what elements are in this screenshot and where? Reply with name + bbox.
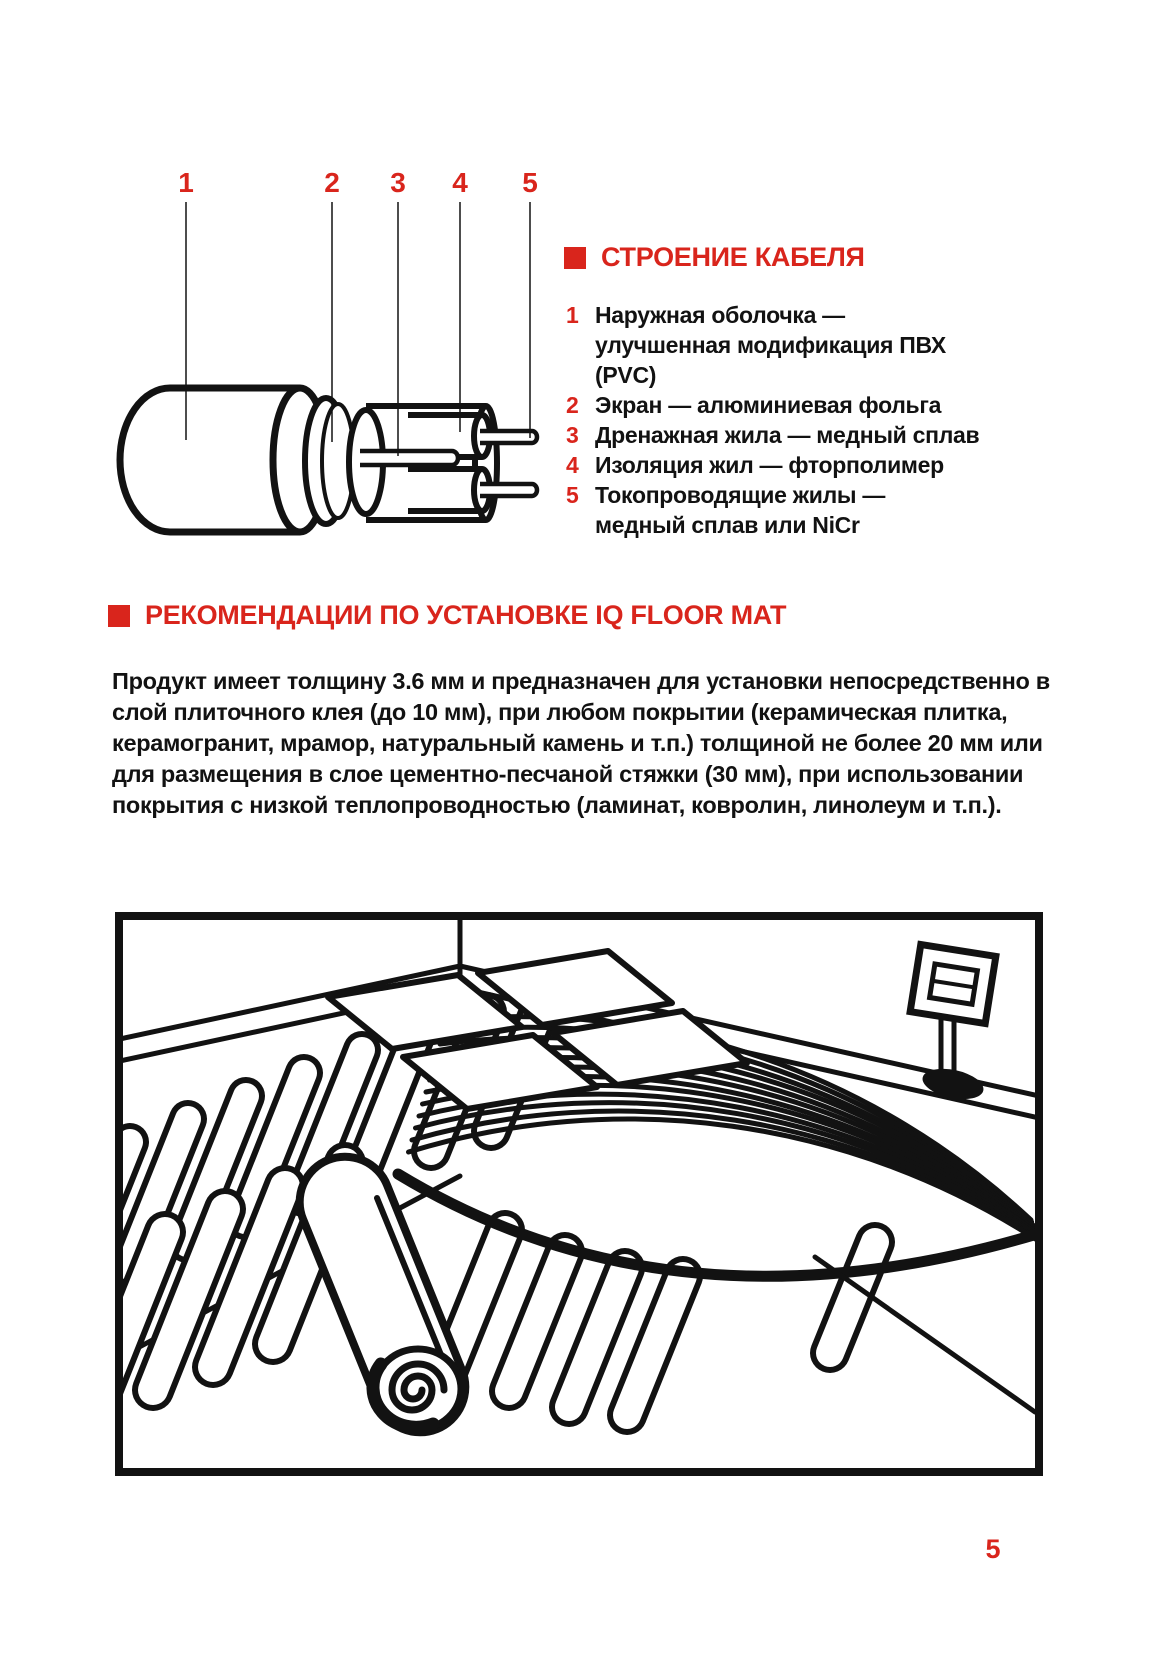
cable-layers: [120, 388, 537, 532]
diagram-label-2: 2: [324, 167, 340, 198]
item-text: Наружная оболочка — улучшенная модификация ПВХ (PVC): [595, 302, 946, 388]
diagram-label-1: 1: [178, 167, 194, 198]
cable-cross-section-diagram: [108, 150, 548, 550]
item-number: 5: [566, 482, 579, 508]
floor-mat-installation-illustration: [115, 912, 1043, 1476]
recommendations-title: [108, 600, 786, 631]
cable-structure-title: [564, 242, 865, 273]
item-text: Токопроводящие жилы — медный сплав или NiCr: [595, 482, 886, 538]
item-number: 4: [566, 452, 579, 478]
diagram-label-5: 5: [522, 167, 538, 198]
list-item: [566, 300, 981, 390]
cable-structure-list: [566, 300, 981, 540]
item-number: 3: [566, 422, 579, 448]
red-square-bullet-icon: [108, 605, 130, 627]
item-text: Изоляция жил — фторполимер: [595, 452, 944, 478]
red-square-bullet-icon: [564, 247, 586, 269]
item-text: Дренажная жила — медный сплав: [595, 422, 980, 448]
item-text: Экран — алюминиевая фольга: [595, 392, 942, 418]
diagram-number-labels: [178, 167, 538, 198]
recommendations-paragraph: Продукт имеет толщину 3.6 мм и предназначен для установки непосредственно в слой плиточного клея (до 10 мм), при любом покрытии (керамическая плитка, керамогранит, мрамор, натуральный камень и т.п.) толщиной не более 20 мм или для размещения в слое цементно-песчаной стяжки (30 мм), при использовании покрытия с низкой теплопроводностью (ламинат, ковролин, линолеум и т.п.).: [112, 668, 1050, 818]
cable-drain-wire: [360, 451, 458, 465]
list-item: [566, 420, 981, 450]
item-number: 1: [566, 302, 579, 328]
section-title-text: СТРОЕНИЕ КАБЕЛЯ: [601, 242, 865, 272]
diagram-label-3: 3: [390, 167, 406, 198]
list-item: [566, 390, 981, 420]
section-title-text: РЕКОМЕНДАЦИИ ПО УСТАНОВКЕ IQ FLOOR MAT: [145, 600, 787, 630]
item-number: 2: [566, 392, 579, 418]
list-item: [566, 450, 981, 480]
list-item: [566, 480, 981, 540]
diagram-label-4: 4: [452, 167, 468, 198]
page-number: 5: [985, 1534, 1001, 1564]
